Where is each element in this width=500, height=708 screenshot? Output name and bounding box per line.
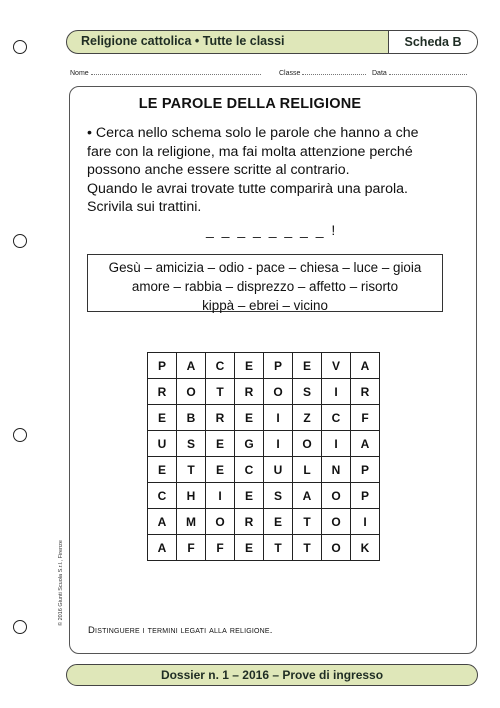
grid-row: [148, 379, 380, 405]
grid-cell[interactable]: P: [148, 353, 177, 379]
instruction-line: Scrivila sui trattini.: [87, 199, 202, 215]
instructions: [87, 124, 467, 217]
grid-cell[interactable]: F: [177, 535, 206, 561]
grid-cell[interactable]: A: [148, 509, 177, 535]
word-list-line: kippà – ebrei – vicino: [202, 298, 328, 313]
copyright-notice: © 2016 Giunti Scuola S.r.l., Firenze: [58, 540, 64, 626]
grid-cell[interactable]: E: [206, 457, 235, 483]
grid-cell[interactable]: I: [351, 509, 380, 535]
grid-cell[interactable]: P: [351, 483, 380, 509]
grid-cell[interactable]: A: [148, 535, 177, 561]
grid-cell[interactable]: E: [235, 353, 264, 379]
grid-cell[interactable]: O: [293, 431, 322, 457]
grid-cell[interactable]: A: [351, 431, 380, 457]
grid-cell[interactable]: T: [177, 457, 206, 483]
grid-cell[interactable]: U: [264, 457, 293, 483]
grid-cell[interactable]: T: [264, 535, 293, 561]
name-label: Nome: [70, 70, 89, 77]
grid-cell[interactable]: S: [293, 379, 322, 405]
grid-cell[interactable]: P: [264, 353, 293, 379]
grid-cell[interactable]: O: [264, 379, 293, 405]
grid-cell[interactable]: I: [322, 379, 351, 405]
grid-cell[interactable]: E: [235, 483, 264, 509]
class-label: Classe: [279, 70, 301, 77]
grid-row: [148, 457, 380, 483]
grid-row: [148, 431, 380, 457]
grid-cell[interactable]: F: [351, 405, 380, 431]
grid-cell[interactable]: C: [235, 457, 264, 483]
grid-cell[interactable]: B: [177, 405, 206, 431]
grid-cell[interactable]: A: [293, 483, 322, 509]
grid-cell[interactable]: A: [177, 353, 206, 379]
word-list-line: amore – rabbia – disprezzo – affetto – risorto: [131, 279, 399, 294]
grid-cell[interactable]: O: [322, 535, 351, 561]
grid-row: [148, 405, 380, 431]
grid-cell[interactable]: E: [235, 535, 264, 561]
grid-cell[interactable]: F: [206, 535, 235, 561]
grid-cell[interactable]: V: [322, 353, 351, 379]
grid-cell[interactable]: O: [206, 509, 235, 535]
grid-cell[interactable]: R: [206, 405, 235, 431]
grid-cell[interactable]: I: [322, 431, 351, 457]
grid-cell[interactable]: N: [322, 457, 351, 483]
grid-cell[interactable]: E: [148, 457, 177, 483]
grid-cell[interactable]: A: [351, 353, 380, 379]
page-title: LE PAROLE DELLA RELIGIONE: [138, 96, 362, 112]
grid-cell[interactable]: T: [293, 509, 322, 535]
word-list-box: [87, 254, 443, 312]
grid-cell[interactable]: L: [293, 457, 322, 483]
grid-cell[interactable]: P: [351, 457, 380, 483]
binder-hole: [13, 428, 27, 442]
grid-cell[interactable]: S: [264, 483, 293, 509]
grid-row: [148, 353, 380, 379]
class-field[interactable]: [279, 68, 366, 77]
grid-cell[interactable]: C: [206, 353, 235, 379]
grid-cell[interactable]: Z: [293, 405, 322, 431]
binder-hole: [13, 620, 27, 634]
name-field[interactable]: [70, 68, 261, 77]
header-banner: [66, 30, 478, 54]
instruction-line: Quando le avrai trovate tutte comparirà una parola.: [87, 180, 408, 197]
learning-objective: Distinguere i termini legati alla religione.: [88, 625, 273, 636]
grid-cell[interactable]: O: [177, 379, 206, 405]
answer-blanks[interactable]: _ _ _ _ _ _ _ _ !: [206, 222, 338, 238]
grid-cell[interactable]: O: [322, 509, 351, 535]
instruction-line: possono anche essere scritte al contrario.: [87, 162, 350, 178]
grid-cell[interactable]: I: [264, 431, 293, 457]
grid-cell[interactable]: R: [148, 379, 177, 405]
grid-cell[interactable]: O: [322, 483, 351, 509]
grid-cell[interactable]: R: [351, 379, 380, 405]
scheda-label: Scheda B: [388, 31, 477, 53]
grid-cell[interactable]: R: [235, 379, 264, 405]
date-label: Data: [372, 70, 387, 77]
grid-cell[interactable]: E: [264, 509, 293, 535]
grid-cell[interactable]: E: [293, 353, 322, 379]
instruction-line: fare con la religione, ma fai molta attenzione perché: [87, 143, 413, 160]
footer-banner: Dossier n. 1 – 2016 – Prove di ingresso: [66, 664, 478, 686]
grid-cell[interactable]: U: [148, 431, 177, 457]
grid-cell[interactable]: S: [177, 431, 206, 457]
grid-cell[interactable]: C: [322, 405, 351, 431]
grid-cell[interactable]: K: [351, 535, 380, 561]
word-search-grid: [147, 352, 380, 561]
grid-cell[interactable]: G: [235, 431, 264, 457]
grid-cell[interactable]: T: [206, 379, 235, 405]
grid-cell[interactable]: C: [148, 483, 177, 509]
grid-row: [148, 535, 380, 561]
grid-cell[interactable]: E: [235, 405, 264, 431]
grid-cell[interactable]: I: [206, 483, 235, 509]
grid-cell[interactable]: I: [264, 405, 293, 431]
grid-cell[interactable]: R: [235, 509, 264, 535]
date-field[interactable]: [372, 68, 467, 77]
binder-hole: [13, 234, 27, 248]
grid-row: [148, 509, 380, 535]
grid-cell[interactable]: T: [293, 535, 322, 561]
grid-cell[interactable]: H: [177, 483, 206, 509]
grid-cell[interactable]: M: [177, 509, 206, 535]
subject-label: Religione cattolica • Tutte le classi: [81, 34, 285, 48]
word-list-line: Gesù – amicizia – odio - pace – chiesa – luce – gioia: [108, 260, 422, 275]
grid-cell[interactable]: E: [206, 431, 235, 457]
grid-row: [148, 483, 380, 509]
binder-hole: [13, 40, 27, 54]
instruction-line: • Cerca nello schema solo le parole che hanno a che: [87, 125, 419, 141]
grid-cell[interactable]: E: [148, 405, 177, 431]
